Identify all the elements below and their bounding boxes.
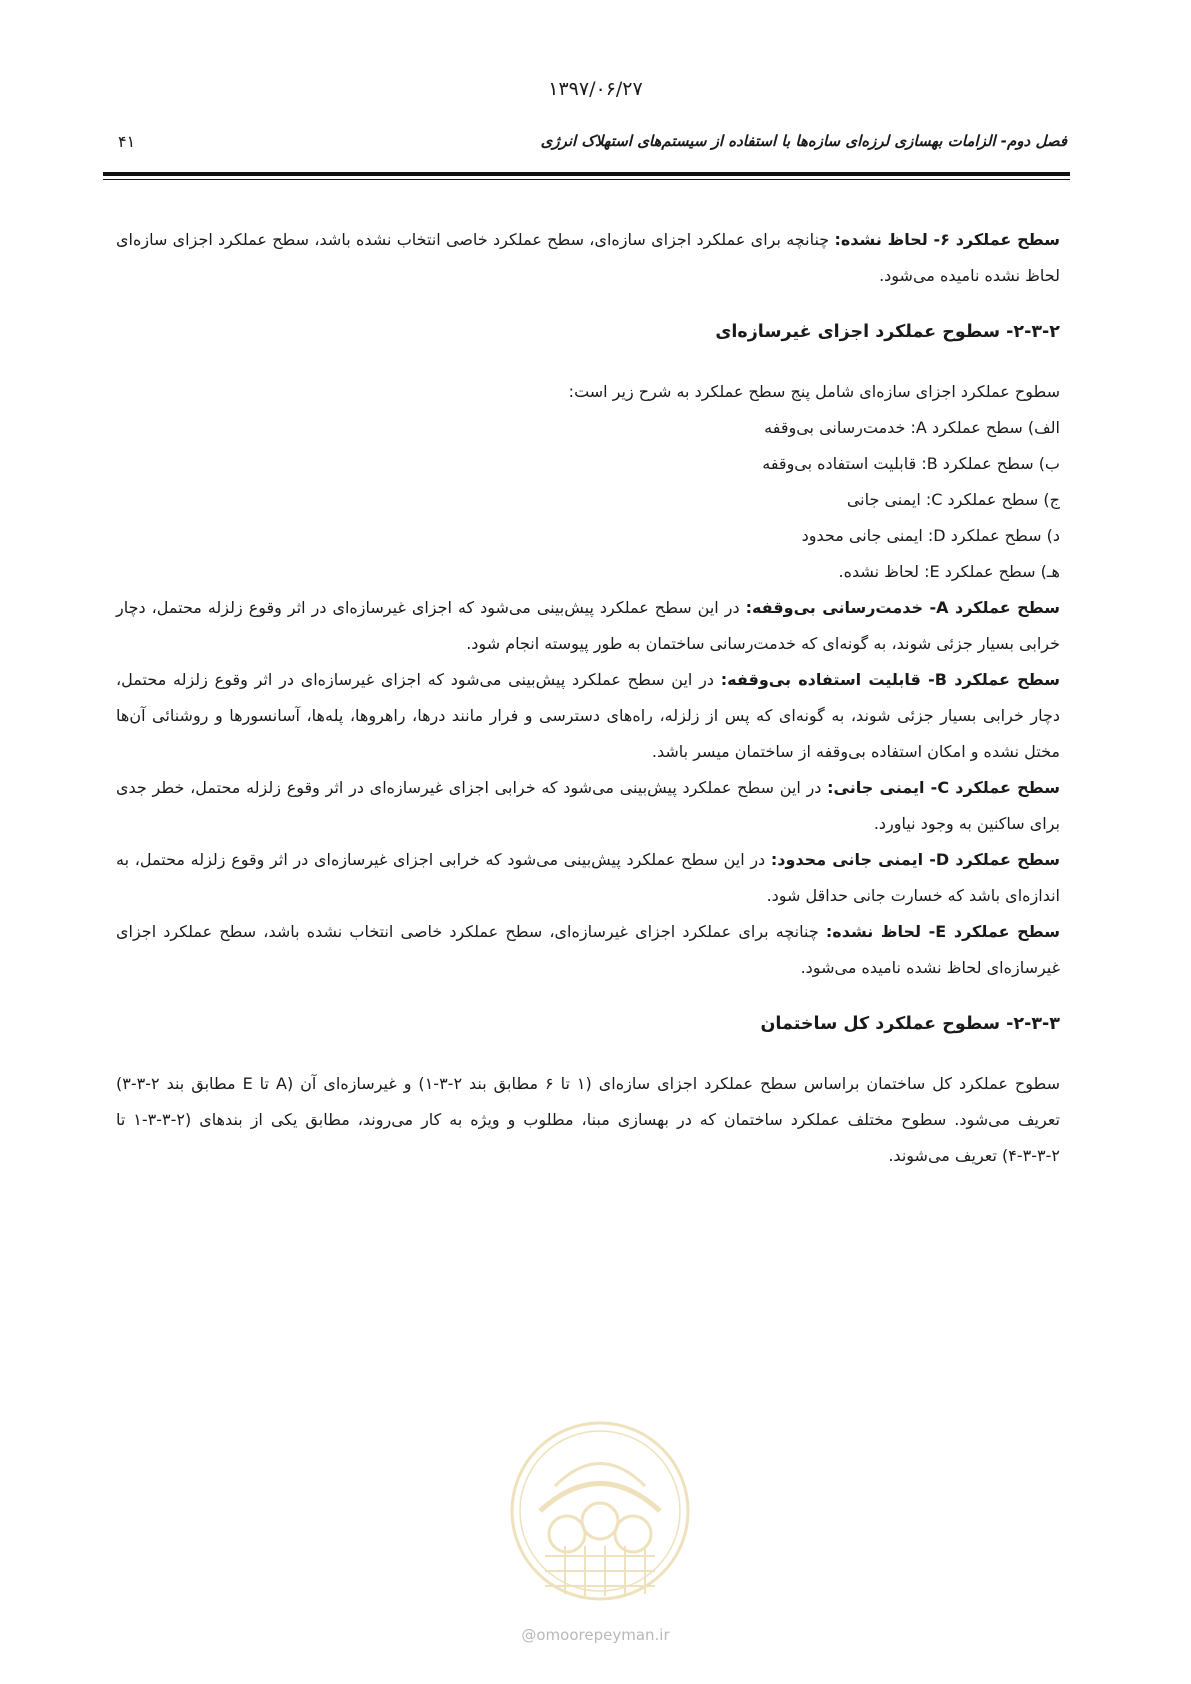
definition-text: در این سطح عملکرد پیش‌بینی می‌شود که خرابی اجزای غیرسازه‌ای در اثر وقوع زلزله محتمل، خطر جدی برای ساکنین به وجود نیاورد. bbox=[116, 778, 1060, 833]
definition-level-c bbox=[116, 770, 1060, 842]
list-item: الف) سطح عملکرد A: خدمت‌رسانی بی‌وقفه bbox=[764, 418, 1060, 437]
watermark-text: @omoorepeyman.ir bbox=[521, 1626, 670, 1644]
definition-level-b bbox=[116, 662, 1060, 770]
definition-level-e bbox=[116, 914, 1060, 986]
paragraph-lead: سطح عملکرد ۶- لحاظ نشده: bbox=[834, 230, 1060, 249]
page-number: ۴۱ bbox=[118, 132, 136, 151]
paragraph-level-6 bbox=[116, 222, 1060, 294]
list-item: ب) سطح عملکرد B: قابلیت استفاده بی‌وقفه bbox=[762, 454, 1060, 473]
header-rule-thick bbox=[103, 172, 1070, 176]
list-item: هـ) سطح عملکرد E: لحاظ نشده. bbox=[838, 562, 1060, 581]
watermark-seal-icon bbox=[505, 1416, 695, 1606]
definition-text: در این سطح عملکرد پیش‌بینی می‌شود که اجزای غیرسازه‌ای در اثر وقوع زلزله محتمل، دچار خرابی بسیار جزئی شوند، به گونه‌ای که خدمت‌رسانی ساختمان به طور پیوسته انجام شود. bbox=[116, 598, 1060, 653]
document-date: ۱۳۹۷/۰۶/۲۷ bbox=[548, 78, 643, 100]
definition-lead: سطح عملکرد C- ایمنی جانی: bbox=[827, 778, 1061, 797]
definition-lead: سطح عملکرد E- لحاظ نشده: bbox=[825, 922, 1060, 941]
page-body bbox=[116, 222, 1060, 1174]
section-paragraph: سطوح عملکرد کل ساختمان براساس سطح عملکرد اجزای سازه‌ای (۱ تا ۶ مطابق بند ۲-۳-۱) و غیرسازه‌ای آن (A تا E مطابق بند ۲-۳-۳) تعریف می‌شود. سطوح مختلف عملکرد ساختمان که در بهسازی مبنا، مطلوب و ویژه به کار می‌روند، مطابق یکی از بندهای (۲-۳-۳-۱ تا ۲-۳-۳-۴) تعریف می‌شوند. bbox=[116, 1074, 1061, 1165]
list-item: ج) سطح عملکرد C: ایمنی جانی bbox=[846, 490, 1060, 509]
definition-lead: سطح عملکرد B- قابلیت استفاده بی‌وقفه: bbox=[720, 670, 1060, 689]
definition-text: چنانچه برای عملکرد اجزای غیرسازه‌ای، سطح عملکرد خاصی انتخاب نشده باشد، سطح عملکرد اجزای غیرسازه‌ای لحاظ نشده نامیده می‌شود. bbox=[116, 922, 1060, 977]
section-heading-2-3-2: ۲-۳-۲- سطوح عملکرد اجزای غیرسازه‌ای bbox=[715, 322, 1060, 342]
header-rule-thin bbox=[103, 179, 1070, 180]
running-head: فصل دوم- الزامات بهسازی لرزه‌ای سازه‌ها با استفاده از سیستم‌های استهلاک انرژی bbox=[540, 132, 1067, 150]
definition-text: در این سطح عملکرد پیش‌بینی می‌شود که اجزای غیرسازه‌ای در اثر وقوع زلزله محتمل، دچار خرابی بسیار جزئی شوند، به گونه‌ای که پس از زلزله، راه‌های دسترسی و فرار مانند درها، راهروها، پله‌ها، آسانسورها و روشنائی آن‌ها مختل نشده و امکان استفاده بی‌وقفه از ساختمان میسر باشد. bbox=[116, 670, 1060, 761]
definition-lead: سطح عملکرد D- ایمنی جانی محدود: bbox=[770, 850, 1060, 869]
section-intro: سطوح عملکرد اجزای سازه‌ای شامل پنج سطح عملکرد به شرح زیر است: bbox=[568, 382, 1060, 401]
paragraph-text: چنانچه برای عملکرد اجزای سازه‌ای، سطح عملکرد خاصی انتخاب نشده باشد، سطح عملکرد اجزای سازه‌ای لحاظ نشده نامیده می‌شود. bbox=[116, 230, 1060, 285]
definition-lead: سطح عملکرد A- خدمت‌رسانی بی‌وقفه: bbox=[745, 598, 1060, 617]
section-heading-2-3-3: ۲-۳-۳- سطوح عملکرد کل ساختمان bbox=[760, 1014, 1060, 1034]
list-item: د) سطح عملکرد D: ایمنی جانی محدود bbox=[801, 526, 1060, 545]
definition-level-d bbox=[116, 842, 1060, 914]
definition-text: در این سطح عملکرد پیش‌بینی می‌شود که خرابی اجزای غیرسازه‌ای در اثر وقوع زلزله محتمل، به اندازه‌ای باشد که خسارت جانی حداقل شود. bbox=[116, 850, 1060, 905]
definition-level-a bbox=[116, 590, 1060, 662]
